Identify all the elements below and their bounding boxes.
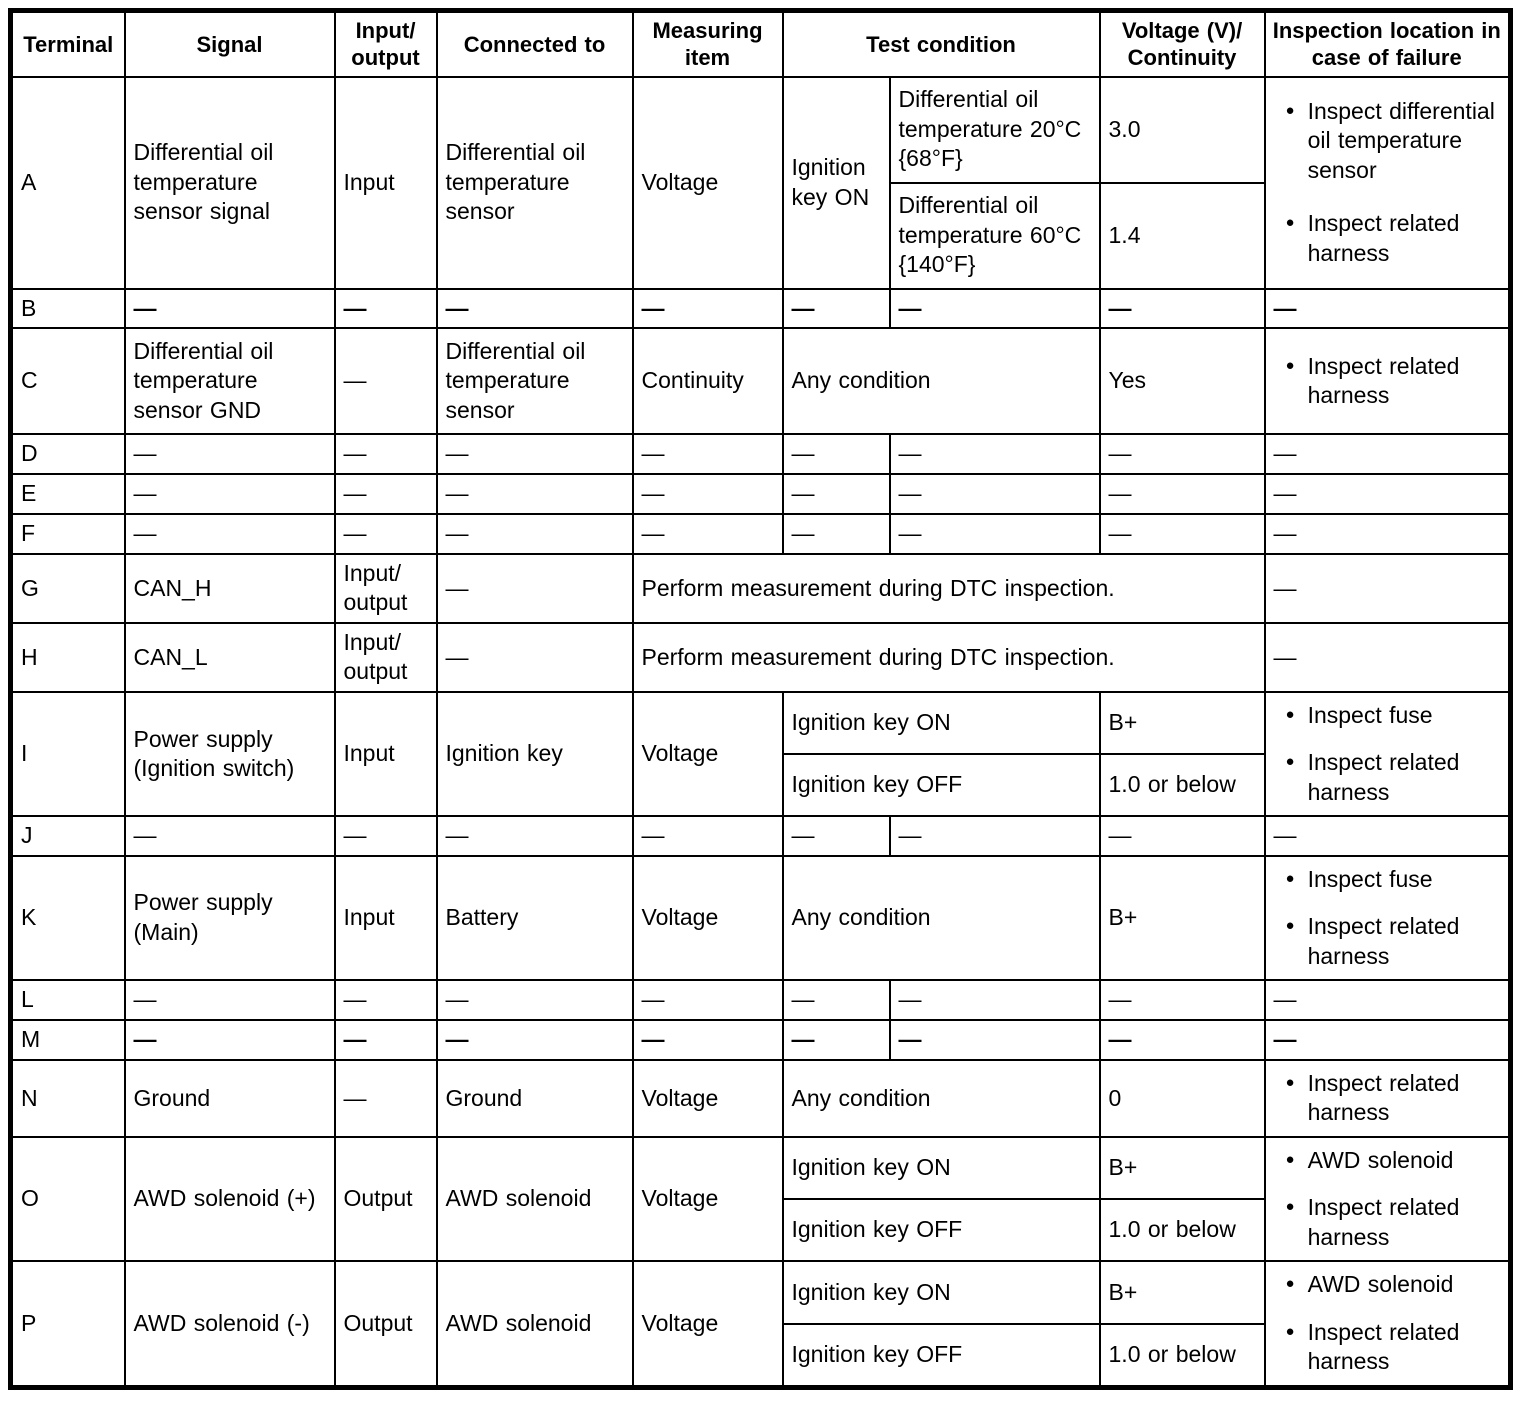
cell-f-condition-b: — (890, 514, 1100, 554)
inspection-item-text: Inspect differential oil temperature sensor (1307, 97, 1495, 183)
table-row-n (11, 1060, 1511, 1137)
cell-e-condition-b: — (890, 474, 1100, 514)
cell-l-connected-to: — (437, 980, 633, 1020)
cell-e-value: — (1100, 474, 1265, 514)
cell-p-condition-2: Ignition key OFF (783, 1324, 1100, 1387)
cell-c-connected-to: Differential oil temperature sensor (437, 328, 633, 434)
inspection-list (1274, 93, 1503, 272)
cell-h-terminal: H (11, 623, 125, 692)
bullet-icon: ● (1285, 214, 1295, 232)
inspection-item (1274, 1318, 1503, 1377)
cell-n-condition: Any condition (783, 1060, 1100, 1137)
table-row-p (11, 1261, 1511, 1324)
header-line: Continuity (1127, 45, 1237, 71)
cell-c-value: Yes (1100, 328, 1265, 434)
inspection-item-text: Inspect related harness (1307, 1070, 1460, 1126)
cell-b-terminal: B (11, 289, 125, 328)
cell-f-value: — (1100, 514, 1265, 554)
cell-o-measuring: Voltage (633, 1137, 783, 1261)
cell-o-io: Output (335, 1137, 437, 1261)
cell-a-io: Input (335, 77, 437, 289)
bullet-icon: ● (1285, 753, 1295, 771)
cell-o-signal: AWD solenoid (+) (125, 1137, 335, 1261)
cell-e-terminal: E (11, 474, 125, 514)
col-header-input-output (335, 11, 437, 77)
io-line: Input/ (343, 629, 402, 655)
cell-o-terminal: O (11, 1137, 125, 1261)
inspection-item-text: Inspect related harness (1307, 210, 1460, 266)
cell-l-condition-a: — (783, 980, 890, 1020)
bullet-icon: ● (1285, 1198, 1295, 1216)
cell-n-signal: Ground (125, 1060, 335, 1137)
cell-a-connected-to: Differential oil temperature sensor (437, 77, 633, 289)
inspection-item (1274, 912, 1503, 971)
cell-m-io: — (335, 1020, 437, 1060)
inspection-list (1274, 697, 1503, 811)
table-row-c (11, 328, 1511, 434)
table-row-o (11, 1137, 1511, 1199)
inspection-item-text: Inspect related harness (1307, 1194, 1460, 1250)
cell-j-signal: — (125, 816, 335, 855)
cell-i-measuring: Voltage (633, 692, 783, 816)
cell-n-value: 0 (1100, 1060, 1265, 1137)
table-row-a (11, 77, 1511, 183)
cell-d-inspection: — (1265, 434, 1511, 474)
col-header-test-condition: Test condition (783, 11, 1100, 77)
cell-h-connected-to: — (437, 623, 633, 692)
cell-g-io (335, 554, 437, 623)
cell-m-terminal: M (11, 1020, 125, 1060)
cell-j-terminal: J (11, 816, 125, 855)
cell-p-connected-to: AWD solenoid (437, 1261, 633, 1387)
header-line: output (351, 45, 420, 71)
cell-f-terminal: F (11, 514, 125, 554)
cell-n-measuring: Voltage (633, 1060, 783, 1137)
cell-b-connected-to: — (437, 289, 633, 328)
cell-l-condition-b: — (890, 980, 1100, 1020)
inspection-item (1274, 748, 1503, 807)
cell-l-value: — (1100, 980, 1265, 1020)
cell-d-terminal: D (11, 434, 125, 474)
cell-j-measuring: — (633, 816, 783, 855)
cell-p-condition-1: Ignition key ON (783, 1261, 1100, 1324)
col-header-signal: Signal (125, 11, 335, 77)
cell-b-io: — (335, 289, 437, 328)
cell-a-value-1: 3.0 (1100, 77, 1265, 183)
cell-p-terminal: P (11, 1261, 125, 1387)
cell-k-connected-to: Battery (437, 856, 633, 980)
cell-p-value-2: 1.0 or below (1100, 1324, 1265, 1387)
cell-l-terminal: L (11, 980, 125, 1020)
table-row-j (11, 816, 1511, 855)
cell-k-terminal: K (11, 856, 125, 980)
cell-i-condition-2: Ignition key OFF (783, 754, 1100, 816)
cell-a-condition-group: Ignition key ON (783, 77, 890, 289)
inspection-item (1274, 352, 1503, 411)
cell-o-condition-1: Ignition key ON (783, 1137, 1100, 1199)
cell-c-io: — (335, 328, 437, 434)
cell-m-connected-to: — (437, 1020, 633, 1060)
cell-i-value-2: 1.0 or below (1100, 754, 1265, 816)
inspection-item-text: AWD solenoid (1307, 1146, 1454, 1173)
cell-i-connected-to: Ignition key (437, 692, 633, 816)
col-header-voltage-continuity (1100, 11, 1265, 77)
cell-k-measuring: Voltage (633, 856, 783, 980)
table-row-m (11, 1020, 1511, 1060)
cell-g-signal: CAN_H (125, 554, 335, 623)
cell-g-note: Perform measurement during DTC inspection. (633, 554, 1265, 623)
cell-i-io: Input (335, 692, 437, 816)
cell-h-note: Perform measurement during DTC inspection. (633, 623, 1265, 692)
cell-c-measuring: Continuity (633, 328, 783, 434)
cell-p-value-1: B+ (1100, 1261, 1265, 1324)
cell-b-condition-b: — (890, 289, 1100, 328)
col-header-inspection-location (1265, 11, 1511, 77)
cell-e-io: — (335, 474, 437, 514)
cell-d-condition-b: — (890, 434, 1100, 474)
cell-n-io: — (335, 1060, 437, 1137)
cell-p-measuring: Voltage (633, 1261, 783, 1387)
cell-k-value: B+ (1100, 856, 1265, 980)
cell-j-value: — (1100, 816, 1265, 855)
cell-i-terminal: I (11, 692, 125, 816)
cell-f-measuring: — (633, 514, 783, 554)
cell-e-condition-a: — (783, 474, 890, 514)
cell-d-measuring: — (633, 434, 783, 474)
cell-o-inspection (1265, 1137, 1511, 1261)
bullet-icon: ● (1285, 1275, 1295, 1293)
cell-m-inspection: — (1265, 1020, 1511, 1060)
cell-b-value: — (1100, 289, 1265, 328)
inspection-item (1274, 865, 1503, 894)
cell-f-io: — (335, 514, 437, 554)
cell-p-inspection (1265, 1261, 1511, 1387)
cell-k-inspection (1265, 856, 1511, 980)
io-line: output (343, 658, 408, 685)
cell-k-io: Input (335, 856, 437, 980)
inspection-item (1274, 209, 1503, 268)
inspection-list (1274, 1266, 1503, 1380)
table-row-e (11, 474, 1511, 514)
header-line: Inspection location in (1272, 17, 1501, 43)
bullet-icon: ● (1285, 705, 1295, 723)
cell-g-terminal: G (11, 554, 125, 623)
cell-a-value-2: 1.4 (1100, 183, 1265, 289)
cell-l-inspection: — (1265, 980, 1511, 1020)
col-header-terminal: Terminal (11, 11, 125, 77)
table-row-b (11, 289, 1511, 328)
cell-f-signal: — (125, 514, 335, 554)
cell-f-inspection: — (1265, 514, 1511, 554)
table-row-l (11, 980, 1511, 1020)
bullet-icon: ● (1285, 356, 1295, 374)
table-row-f (11, 514, 1511, 554)
inspection-item-text: Inspect related harness (1307, 913, 1460, 969)
cell-i-inspection (1265, 692, 1511, 816)
cell-j-condition-a: — (783, 816, 890, 855)
header-row (11, 11, 1511, 77)
inspection-item-text: Inspect related harness (1307, 352, 1460, 408)
cell-b-inspection: — (1265, 289, 1511, 328)
terminal-voltage-table (8, 8, 1513, 1390)
cell-d-io: — (335, 434, 437, 474)
header-line: Input/ (355, 17, 416, 43)
cell-m-condition-b: — (890, 1020, 1100, 1060)
io-line: output (343, 589, 408, 616)
cell-j-connected-to: — (437, 816, 633, 855)
cell-e-signal: — (125, 474, 335, 514)
cell-k-signal: Power supply (Main) (125, 856, 335, 980)
cell-e-inspection: — (1265, 474, 1511, 514)
cell-o-condition-2: Ignition key OFF (783, 1199, 1100, 1261)
cell-o-value-2: 1.0 or below (1100, 1199, 1265, 1261)
cell-a-measuring: Voltage (633, 77, 783, 289)
table-row-k (11, 856, 1511, 980)
cell-c-condition: Any condition (783, 328, 1100, 434)
cell-d-connected-to: — (437, 434, 633, 474)
header-line: Measuring (652, 17, 763, 43)
cell-d-condition-a: — (783, 434, 890, 474)
cell-l-signal: — (125, 980, 335, 1020)
cell-h-signal: CAN_L (125, 623, 335, 692)
cell-j-io: — (335, 816, 437, 855)
header-line: Voltage (V)/ (1121, 17, 1243, 43)
cell-j-inspection: — (1265, 816, 1511, 855)
inspection-list (1274, 861, 1503, 975)
inspection-item (1274, 1270, 1503, 1299)
cell-a-signal: Differential oil temperature sensor signal (125, 77, 335, 289)
cell-f-condition-a: — (783, 514, 890, 554)
cell-a-condition-2: Differential oil temperature 60°C {140°F} (890, 183, 1100, 289)
cell-l-io: — (335, 980, 437, 1020)
inspection-item-text: Inspect related harness (1307, 749, 1460, 805)
bullet-icon: ● (1285, 1074, 1295, 1091)
inspection-list (1274, 348, 1503, 415)
bullet-icon: ● (1285, 869, 1295, 887)
col-header-connected-to: Connected to (437, 11, 633, 77)
table-row-h (11, 623, 1511, 692)
inspection-item (1274, 701, 1503, 730)
bullet-icon: ● (1285, 1322, 1295, 1340)
cell-n-connected-to: Ground (437, 1060, 633, 1137)
cell-a-terminal: A (11, 77, 125, 289)
bullet-icon: ● (1285, 917, 1295, 935)
cell-g-connected-to: — (437, 554, 633, 623)
header-line: item (684, 45, 731, 71)
cell-k-condition: Any condition (783, 856, 1100, 980)
inspection-item-text: Inspect fuse (1307, 865, 1433, 892)
inspection-item (1274, 97, 1503, 185)
cell-n-inspection (1265, 1060, 1511, 1137)
cell-m-signal: — (125, 1020, 335, 1060)
cell-b-condition-a: — (783, 289, 890, 328)
cell-l-measuring: — (633, 980, 783, 1020)
cell-c-signal: Differential oil temperature sensor GND (125, 328, 335, 434)
cell-d-signal: — (125, 434, 335, 474)
cell-i-value-1: B+ (1100, 692, 1265, 754)
cell-m-value: — (1100, 1020, 1265, 1060)
inspection-item (1274, 1146, 1503, 1175)
cell-e-connected-to: — (437, 474, 633, 514)
inspection-item-text: Inspect related harness (1307, 1318, 1460, 1375)
cell-p-io: Output (335, 1261, 437, 1387)
io-line: Input/ (343, 560, 402, 586)
cell-a-inspection (1265, 77, 1511, 289)
cell-i-condition-1: Ignition key ON (783, 692, 1100, 754)
cell-a-condition-1: Differential oil temperature 20°C {68°F} (890, 77, 1100, 183)
table-row-d (11, 434, 1511, 474)
col-header-measuring-item (633, 11, 783, 77)
inspection-list (1274, 1065, 1503, 1132)
cell-n-terminal: N (11, 1060, 125, 1137)
inspection-item (1274, 1069, 1503, 1128)
cell-o-value-1: B+ (1100, 1137, 1265, 1199)
bullet-icon: ● (1285, 101, 1295, 119)
cell-i-signal: Power supply (Ignition switch) (125, 692, 335, 816)
table-row-g (11, 554, 1511, 623)
inspection-item (1274, 1193, 1503, 1252)
cell-m-condition-a: — (783, 1020, 890, 1060)
cell-g-inspection: — (1265, 554, 1511, 623)
cell-b-measuring: — (633, 289, 783, 328)
cell-f-connected-to: — (437, 514, 633, 554)
cell-h-io (335, 623, 437, 692)
cell-p-signal: AWD solenoid (-) (125, 1261, 335, 1387)
table-row-i (11, 692, 1511, 754)
cell-o-connected-to: AWD solenoid (437, 1137, 633, 1261)
cell-c-terminal: C (11, 328, 125, 434)
inspection-item-text: AWD solenoid (1307, 1271, 1454, 1298)
bullet-icon: ● (1285, 1150, 1295, 1168)
cell-j-condition-b: — (890, 816, 1100, 855)
cell-d-value: — (1100, 434, 1265, 474)
cell-m-measuring: — (633, 1020, 783, 1060)
cell-b-signal: — (125, 289, 335, 328)
cell-h-inspection: — (1265, 623, 1511, 692)
header-line: case of failure (1311, 45, 1462, 71)
cell-e-measuring: — (633, 474, 783, 514)
inspection-item-text: Inspect fuse (1307, 701, 1433, 728)
cell-c-inspection (1265, 328, 1511, 434)
inspection-list (1274, 1142, 1503, 1256)
